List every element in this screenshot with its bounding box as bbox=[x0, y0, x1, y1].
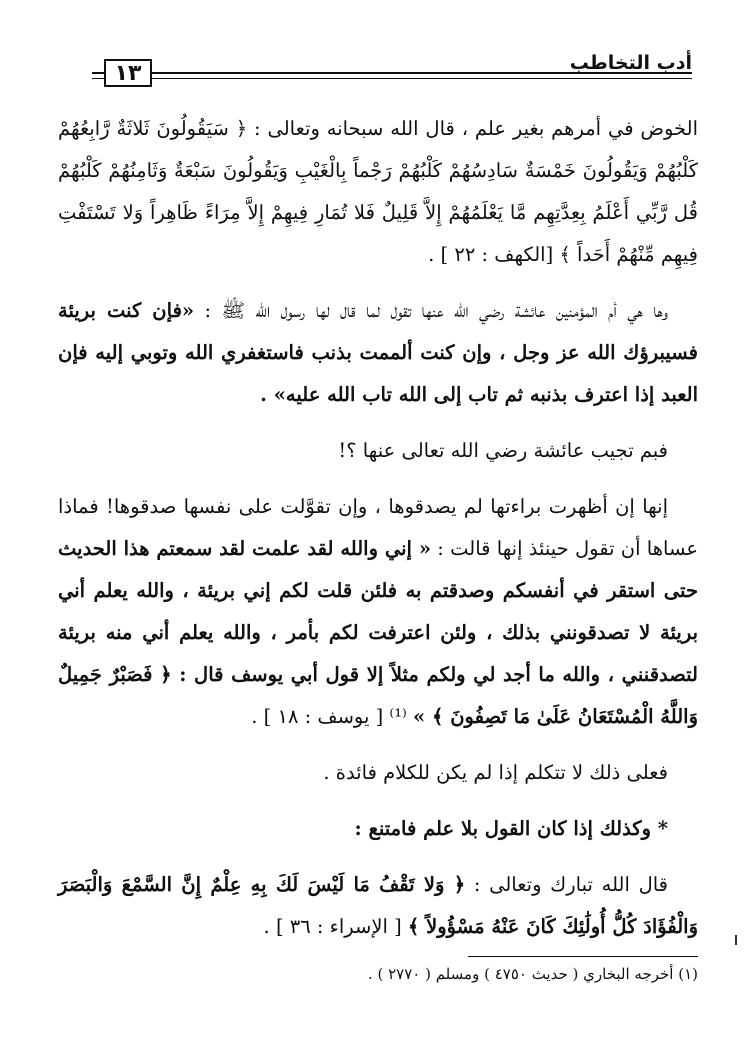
footnote: (١) أخرجه البخاري ( حديث ٤٧٥٠ ) ومسلم ( ٢٧٧٠ ) . bbox=[367, 965, 698, 983]
paragraph-kahf-verse bbox=[58, 108, 698, 276]
paragraph-aisha-reply bbox=[58, 486, 698, 738]
paragraph-question: فبم تجيب عائشة رضي الله تعالى عنها ؟! bbox=[338, 439, 668, 462]
reply-quote: « إني والله لقد علمت لقد سمعتم هذا الحديث حتى استقر في أنفسكم وصدقتم به فلئن قلت لكم إني بريئة ، والله يعلم أني بريئة لا تصدقونني بذلك ، ولئن اعترفت لكم بأمر ، والله يعلم أني منه بريئة لتصدقنني ، والله ما أجد لي ولكم مثلاً إلا قول أبي يوسف قال : ﴿ فَصَبْرٌ جَمِيلٌ وَاللَّهُ الْمُسْتَعَانُ عَلَىٰ مَا تَصِفُونَ ﴾ » bbox=[58, 537, 698, 728]
book-title: أدب التخاطب bbox=[569, 52, 692, 74]
kahf-text: الخوض في أمرهم بغير علم ، قال الله سبحانه وتعالى : ﴿ سَيَقُولُونَ ثَلاثَةٌ رَّابِعُهُمْ كَلْبُهُمْ وَيَقُولُونَ خَمْسَةٌ سَادِسُهُمْ كَلْبُهُمْ رَجْماً بِالْغَيْبِ وَيَقُولُونَ سَبْعَةٌ وَثَامِنُهُمْ كَلْبُهُمْ قُل رَّبِّي أَعْلَمُ بِعِدَّتِهِم مَّا يَعْلَمُهُمْ إِلاَّ قَلِيلٌ فَلا تُمَارِ فِيهِمْ إِلاَّ مِرَاءً ظَاهِراً وَلا تَسْتَفْتِ فِيهِم مِّنْهُمْ أَحَداً ﴾ [الكهف : ٢٢ ] . bbox=[58, 117, 698, 266]
section-heading: * وكذلك إذا كان القول بلا علم فامتنع : bbox=[354, 817, 668, 840]
page-number: ١٣ bbox=[104, 59, 152, 87]
page-header bbox=[92, 52, 692, 90]
paragraph-conclusion: فعلى ذلك لا تتكلم إذا لم يكن للكلام فائدة . bbox=[323, 761, 668, 784]
hadith-intro: وها هي أم المؤمنين عائشة رضي الله عنها تقول لما قال لها رسول الله ﷺ : bbox=[204, 299, 668, 322]
reply-intro: إنها إن أظهرت براءتها لم يصدقوها ، وإن تقوَّلت على نفسها صدقوها! فماذا عساها أن تقول حينئذ إنها قالت : bbox=[58, 495, 699, 560]
hadith-text: «فإن كنت بريئة فسيبرؤك الله عز وجل ، وإن كنت ألممت بذنب فاستغفري الله وتوبي إليه فإن العبد إذا اعترف بذنبه ثم تاب إلى الله تاب الله عليه» . bbox=[58, 299, 698, 406]
isra-intro: قال الله تبارك وتعالى : bbox=[473, 873, 669, 896]
margin-mark bbox=[735, 935, 737, 945]
yusuf-reference: ⁽¹⁾ [ يوسف : ١٨ ] . bbox=[251, 705, 407, 728]
header-rule-thin bbox=[92, 78, 692, 79]
isra-reference: [ الإسراء : ٣٦ ] . bbox=[263, 915, 402, 938]
footnote-rule bbox=[468, 956, 698, 957]
paragraph-aisha-hadith bbox=[58, 290, 698, 416]
body-text bbox=[58, 108, 698, 948]
isra-verse: ﴿ وَلا تَقْفُ مَا لَيْسَ لَكَ بِهِ عِلْمٌ إِنَّ السَّمْعَ وَالْبَصَرَ وَالْفُؤَادَ كُلُّ أُولَٰئِكَ كَانَ عَنْهُ مَسْؤُولاً ﴾ bbox=[58, 873, 698, 938]
paragraph-isra-verse bbox=[58, 864, 698, 948]
